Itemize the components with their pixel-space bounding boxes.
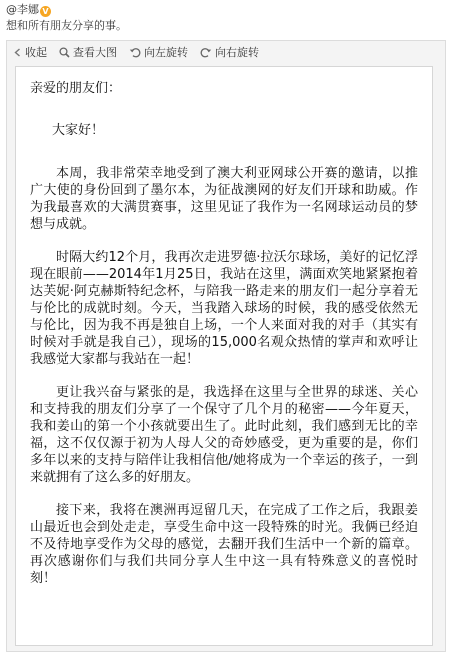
rotate-left-icon xyxy=(129,47,141,58)
author-line xyxy=(6,2,444,18)
rotate-right-icon xyxy=(200,47,212,58)
rotate-left-label: 向左旋转 xyxy=(144,46,188,59)
letter-paragraph: 时隔大约12个月，我再次走进罗德·拉沃尔球场，美好的记忆浮现在眼前——2014年1月25日，我站在这里，满面欢笑地紧紧抱着达芙妮·阿克赫斯特纪念杯，与陪我一路走来的朋友们一起分享着无与伦比的成就时刻。今天，当我踏入球场的时候，我的感受依然无与伦比，因为我不再是独自上场，一个人来面对我的对手（其实有时候对手就是我自己），现场的15,000名观众热情的掌声和欢呼让我感觉大家都与我站在一起！ xyxy=(30,250,418,367)
magnifier-icon xyxy=(59,47,70,58)
view-large-button[interactable] xyxy=(59,44,117,60)
letter-paragraph: 本周，我非常荣幸地受到了澳大利亚网球公开赛的邀请，以推广大使的身份回到了墨尔本，为征战澳网的好友们开球和助威。作为我最喜欢的大满贯赛事，这里见证了我作为一名网球运动员的梦想与成就。 xyxy=(30,166,418,232)
collapse-label: 收起 xyxy=(25,46,47,59)
rotate-right-label: 向右旋转 xyxy=(215,46,259,59)
rotate-left-button[interactable] xyxy=(129,44,188,60)
letter-paragraph: 接下来，我将在澳洲再逗留几天，在完成了工作之后，我跟姜山最近也会到处走走，享受生命中这一段特殊的时光。我俩已经迫不及待地享受作为父母的感觉，去翻开我们生活中一个新的篇章。再次感谢你们与我们共同分享人生中这一具有特殊意义的喜悦时刻！ xyxy=(30,503,418,586)
letter-hello: 大家好！ xyxy=(52,123,105,138)
image-card xyxy=(6,40,446,652)
post-text: 想和所有朋友分享的事。 xyxy=(6,19,127,32)
author-name[interactable]: @李娜 xyxy=(6,3,39,16)
letter-greeting: 亲爱的朋友们： xyxy=(30,81,122,96)
collapse-button[interactable] xyxy=(13,44,47,60)
letter-image[interactable] xyxy=(15,66,433,646)
verified-v-icon: V xyxy=(40,6,51,17)
collapse-arrow-icon xyxy=(13,48,22,57)
post-header xyxy=(0,0,450,36)
letter-paragraph: 更让我兴奋与紧张的是，我选择在这里与全世界的球迷、关心和支持我的朋友们分享了一个保守了几个月的秘密——今年夏天，我和姜山的第一个小孩就要出生了。此时此刻，我们感到无比的幸福，这不仅仅源于初为人母人父的奇妙感受，更为重要的是，你们多年以来的支持与陪伴让我相信他/她将成为一个幸运的孩子，一到来就拥有了这么多的好朋友。 xyxy=(30,385,418,485)
view-large-label: 查看大图 xyxy=(73,46,117,59)
image-toolbar xyxy=(7,41,445,63)
rotate-right-button[interactable] xyxy=(200,44,259,60)
